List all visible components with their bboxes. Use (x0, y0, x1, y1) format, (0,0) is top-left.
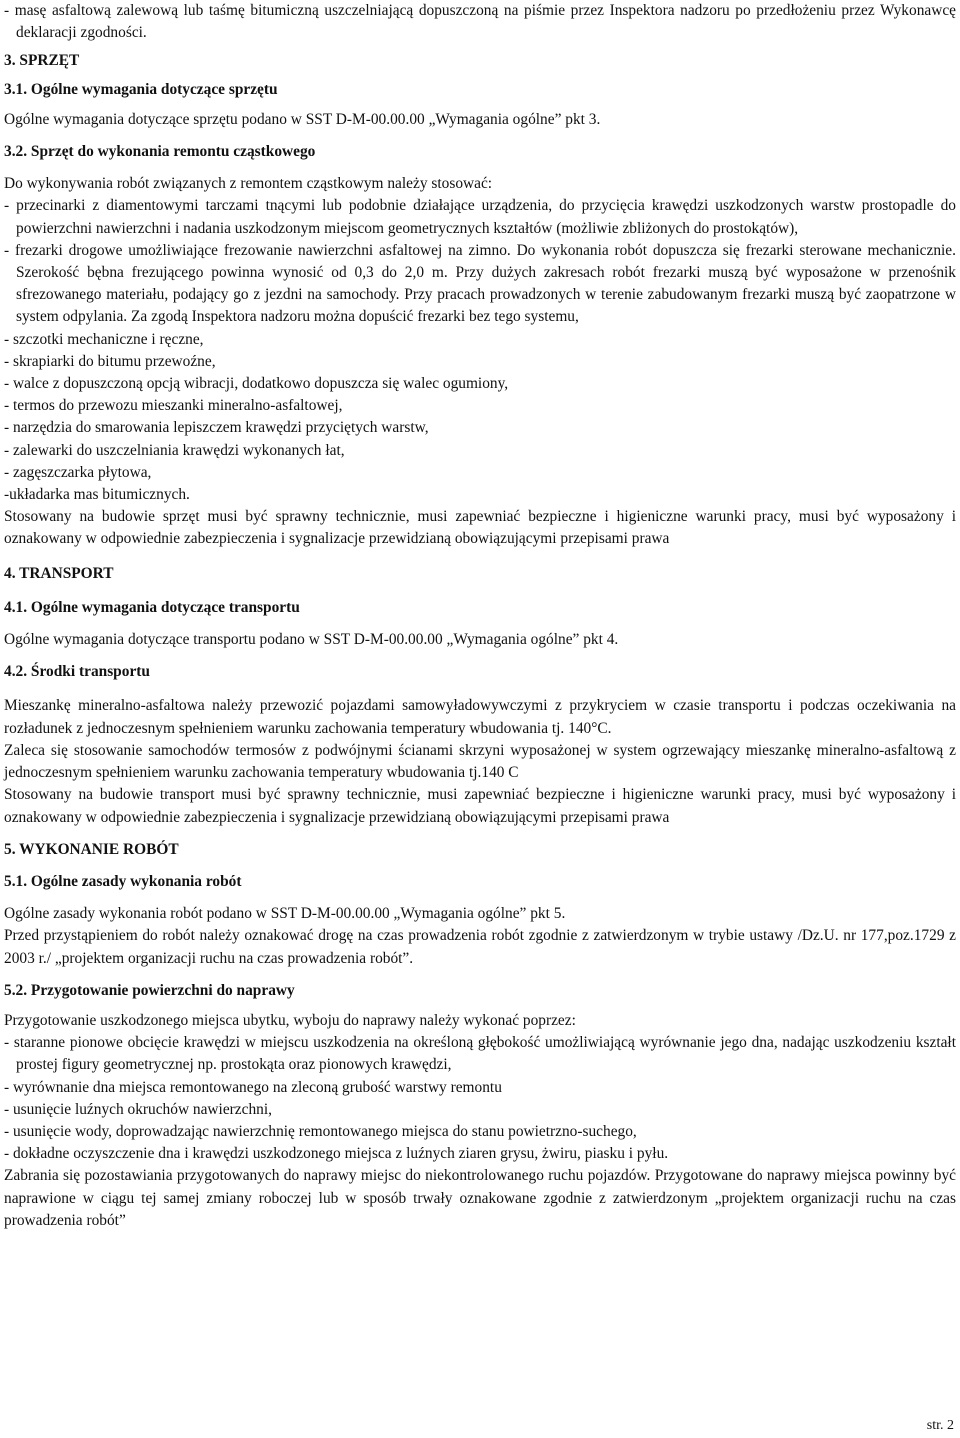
equipment-list-item: - szczotki mechaniczne i ręczne, (4, 330, 204, 348)
section-5-1-heading: 5.1. Ogólne zasady wykonania robót (4, 872, 242, 890)
section-3-1-text: Ogólne wymagania dotyczące sprzętu podano w SST D-M-00.00.00 „Wymagania ogólne” pkt 3. (4, 110, 601, 128)
section-4-2-paragraph: Mieszankę mineralno-asfaltowa należy przewozić pojazdami samowyładowywczymi z przykryciem w czasie transportu i podczas oczekiwania na rozładunek z jednoczesnym spełnieniem warunku zachowania temperatury wbudowania tj. 140°C. (4, 697, 956, 737)
section-3-closing: Stosowany na budowie sprzęt musi być sprawny technicznie, musi zapewniać bezpieczne i higieniczne warunki pracy, musi być wyposażony i oznakowany w odpowiednie zabezpieczenia i sygnalizacje przewidzianą obowiązującymi przepisami prawa (4, 508, 956, 548)
section-3-1-heading: 3.1. Ogólne wymagania dotyczące sprzętu (4, 80, 278, 98)
preparation-list (4, 1032, 956, 1165)
equipment-list-item: - walce z dopuszczoną opcją wibracji, dodatkowo dopuszcza się walec ogumiony, (4, 375, 509, 393)
section-4-2-heading: 4.2. Środki transportu (4, 663, 150, 681)
equipment-list-item: - skrapiarki do bitumu przewoźne, (4, 352, 216, 370)
section-3-2-lead: Do wykonywania robót związanych z remontem cząstkowym należy stosować: (4, 175, 493, 193)
equipment-list-item: - termos do przewozu mieszanki mineralno-asfaltowej, (4, 397, 343, 415)
preparation-list-item: - dokładne oczyszczenie dna i krawędzi uszkodzonego miejsca z luźnych ziaren grysu, żwiru, piasku i pyłu. (4, 1145, 669, 1163)
equipment-list (4, 195, 956, 506)
equipment-list-item: - zalewarki do uszczelniania krawędzi wykonanych łat, (4, 441, 345, 459)
section-5-1-paragraph: Ogólne zasady wykonania robót podano w SST D-M-00.00.00 „Wymagania ogólne” pkt 5. (4, 905, 566, 923)
section-5-heading: 5. WYKONANIE ROBÓT (4, 840, 179, 858)
section-3-heading: 3. SPRZĘT (4, 52, 80, 70)
document-page (4, 0, 956, 1232)
section-5-2-lead: Przygotowanie uszkodzonego miejsca ubytku, wyboju do naprawy należy wykonać poprzez: (4, 1011, 576, 1029)
page-number: str. 2 (926, 1418, 954, 1433)
equipment-list-item: - narzędzia do smarowania lepiszczem krawędzi przyciętych warstw, (4, 419, 429, 437)
section-5-2-heading: 5.2. Przygotowanie powierzchni do naprawy (4, 981, 295, 999)
preparation-list-item: - usunięcie wody, doprowadzając nawierzchnię remontowanego miejsca do stanu powietrzno-suchego, (4, 1122, 637, 1140)
section-4-2-paragraph: Zaleca się stosowanie samochodów termosów z podwójnymi ścianami skrzyni wyposażonej w system ogrzewający mieszankę mineralno-asfaltową z jednoczesnym spełnieniem warunku zachowania temperatury wbudowania tj.140 C (4, 741, 956, 782)
section-3-2-heading: 3.2. Sprzęt do wykonania remontu cząstkowego (4, 143, 316, 161)
section-4-1-heading: 4.1. Ogólne wymagania dotyczące transportu (4, 598, 300, 616)
section-4-2-paragraph: Stosowany na budowie transport musi być sprawny technicznie, musi zapewniać bezpieczne i higieniczne warunki pracy, musi być wyposażony i oznakowany w odpowiednie zabezpieczenia i sygnalizacje przewidzianą obowiązującymi przepisami prawa (4, 786, 956, 826)
equipment-list-item: - przecinarki z diamentowymi tarczami tnącymi lub podobnie działające urządzenia, do przycięcia krawędzi uszkodzonych warstw prostopadle do powierzchni nawierzchni i nadania uszkodzonym miejscom geometrycznych kształtów (możliwie zbliżonych do prostokątów), (4, 197, 956, 237)
section-5-2-closing: Zabrania się pozostawiania przygotowanych do naprawy miejsc do niekontrolowanego ruchu pojazdów. Przygotowane do naprawy miejsca powinny być naprawione w ciągu tej samej zmiany roboczej lub w sposób trwały oznakowane zgodnie z zatwierdzonym „projektem organizacji ruchu na czas prowadzenia robót” (4, 1167, 956, 1229)
preparation-list-item: - wyrównanie dna miejsca remontowanego na zleconą grubość warstwy remontu (4, 1078, 502, 1096)
section-4-heading: 4. TRANSPORT (4, 564, 114, 582)
preparation-list-item: - usunięcie luźnych okruchów nawierzchni, (4, 1100, 272, 1118)
equipment-list-item: - frezarki drogowe umożliwiające frezowanie nawierzchni asfaltowej na zimno. Do wykonania robót dopuszcza się frezarki sterowane mechanicznie. Szerokość bębna frezującego powinna wynosić od 0,3 do 2,0 m. Przy dużych zakresach robót frezarki muszą być wyposażone w przenośnik sfrezowanego materiału, podający go z jezdni na samochody. Przy pracach prowadzonych w terenie zabudowanym frezarki muszą być zaopatrzone w system odpylania. Za zgodą Inspektora nadzoru można dopuścić frezarki bez tego systemu, (4, 241, 956, 326)
preparation-list-item: - staranne pionowe obcięcie krawędzi w miejscu uszkodzenia na określoną głębokość umożliwiającą wyrównanie jego dna, nadając uszkodzeniu kształt prostej figury geometrycznej np. prostokąta oraz pionowych krawędzi, (4, 1034, 956, 1074)
intro-list-item: - masę asfaltową zalewową lub taśmę bitumiczną uszczelniającą dopuszczoną na piśmie przez Inspektora nadzoru po przedłożeniu przez Wykonawcę deklaracji zgodności. (4, 2, 956, 42)
section-5-1-paragraph: Przed przystąpieniem do robót należy oznakować drogę na czas prowadzenia robót zgodnie z zatwierdzonym w trybie ustawy /Dz.U. nr 177,poz.1729 z 2003 r./ „projektem organizacji ruchu na czas prowadzenia robót”. (4, 927, 956, 967)
equipment-list-item: -układarka mas bitumicznych. (4, 486, 190, 504)
section-4-1-text: Ogólne wymagania dotyczące transportu podano w SST D-M-00.00.00 „Wymagania ogólne” pkt 4. (4, 631, 619, 649)
equipment-list-item: - zagęszczarka płytowa, (4, 463, 152, 481)
